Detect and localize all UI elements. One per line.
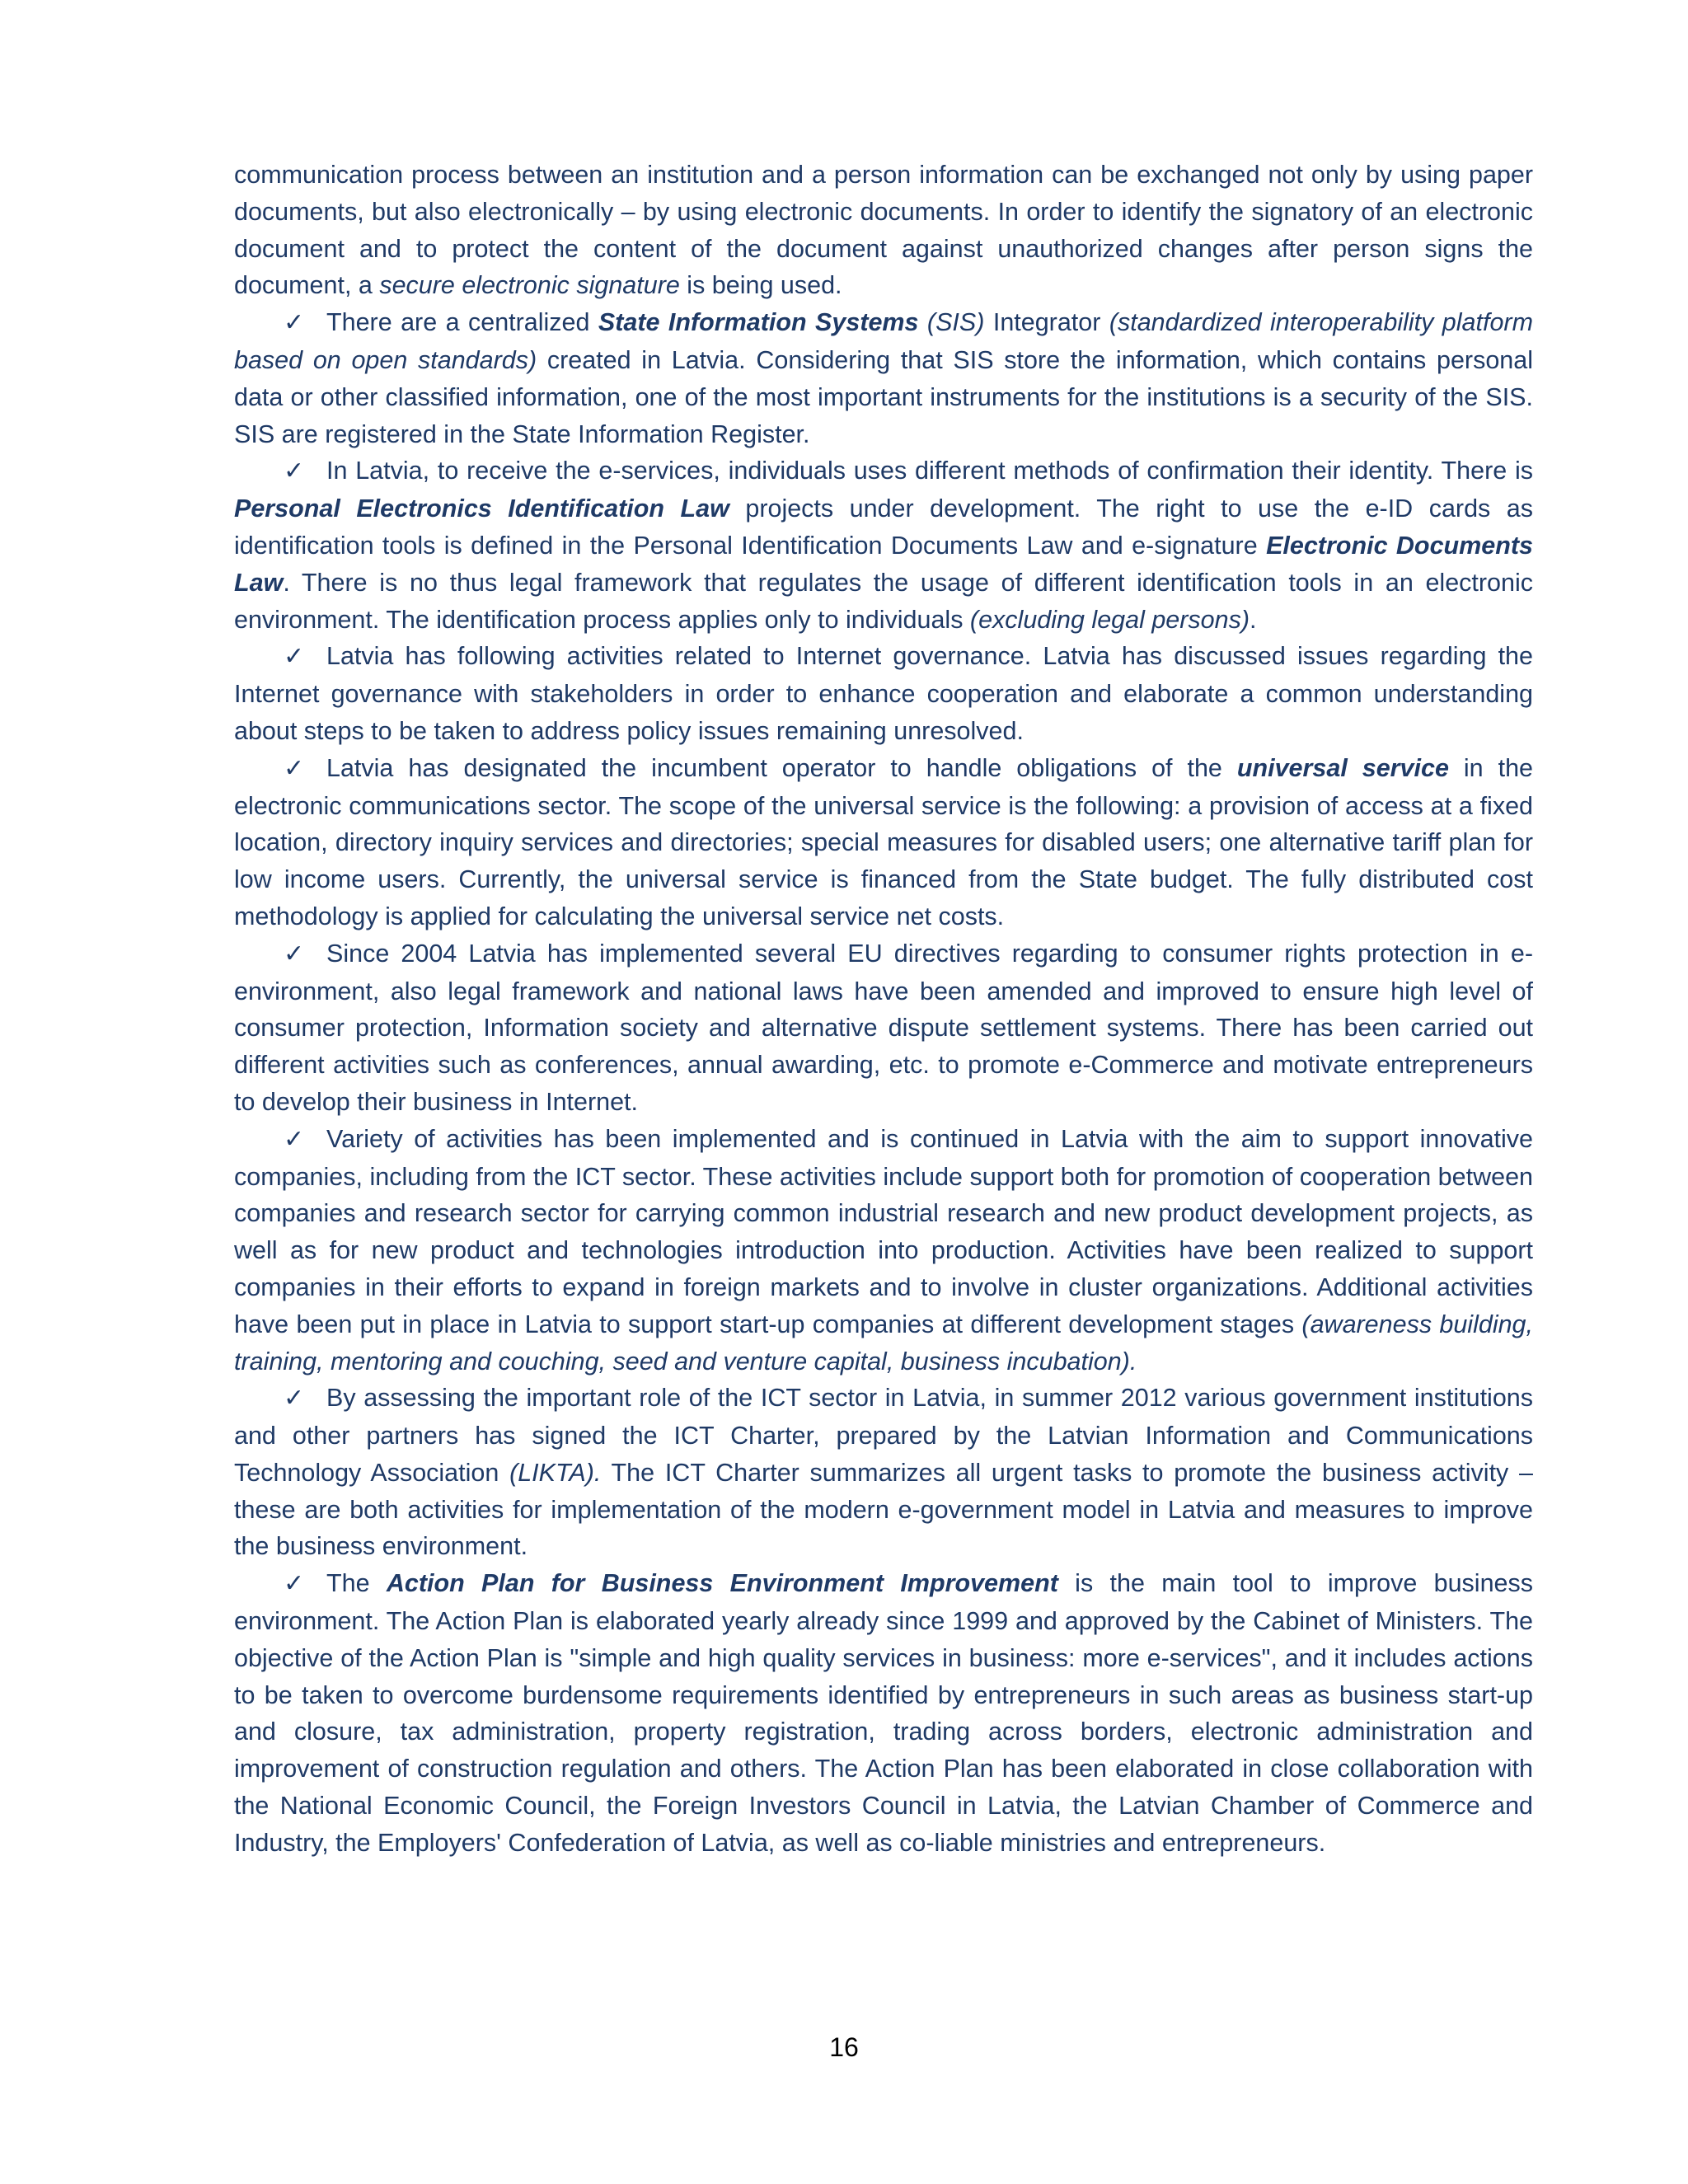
text-run: is the main tool to improve business environment. The Action Plan is elaborated yearly already since 1999 and approved by the Cabinet of Ministers. The objective of the Action Plan is "simple and high quality services in business: more e-services", and it includes actions to be taken to overcome burdensome requirements identified by entrepreneurs in such areas as business start-up and closure, tax administration, property registration, trading across borders, electronic administration and improvement of construction regulation and others. The Action Plan has been elaborated in close collaboration with the National Economic Council, the Foreign Investors Council in Latvia, the Latvian Chamber of Commerce and Industry, the Employers' Confederation of Latvia, as well as co-liable ministries and entrepreneurs. [234,1569,1533,1857]
text-run: communication process between an institution and a person information can be exchanged not only by using paper documents, but also electronically – by using electronic documents. In order to identify the signatory of an electronic document and to protect the content of the document against unauthorized changes after person signs the document, a [234,161,1533,300]
emphasis-text: (standardized interoperability platform based on open standards) [234,308,1533,374]
text-run: in the electronic communications sector. The scope of the universal service is the following: a provision of access at a fixed location, directory inquiry services and directories; special measures for disabled users; one alternative tariff plan for low income users. Currently, the universal service is financed from the State budget. The fully distributed cost methodology is applied for calculating the universal service net costs. [234,753,1533,930]
checkmark-icon: ✓ [284,753,305,783]
bullet-action-plan [234,1565,1533,1861]
checkmark-icon: ✓ [284,642,305,672]
text-run: Variety of activities has been implemented and is continued in Latvia with the aim to support innovative companies, including from the ICT sector. These activities include support both for promotion of cooperation between companies and research sector for carrying common industrial research and new product development projects, as well as for new product and technologies introduction into production. Activities have been realized to support companies in their efforts to expand in foreign markets and to involve in cluster organizations. Additional activities have been put in place in Latvia to support start-up companies at different development stages [234,1124,1533,1338]
bullet-internet-governance [234,638,1533,749]
text-run: . [1250,605,1257,634]
text-run: Since 2004 Latvia has implemented several EU directives regarding to consumer rights protection in e-environment, also legal framework and national laws have been amended and improved to ensure high level of consumer protection, Information society and alternative dispute settlement systems. There has been carried out different activities such as conferences, annual awarding, etc. to promote e-Commerce and motivate entrepreneurs to develop their business in Internet. [234,939,1533,1116]
bold-italic-term: universal service [1236,753,1449,782]
bullet-ict-charter [234,1380,1533,1565]
bold-italic-term: Electronic Documents Law [234,531,1533,597]
bold-italic-term: State Information Systems [598,308,919,337]
emphasis-text: (awareness building, training, mentoring and couching, seed and venture capital, business incubation). [234,1310,1533,1376]
bullet-universal-service [234,750,1533,935]
text-run: The ICT Charter summarizes all urgent tasks to promote the business activity – these are both activities for implementation of the modern e-government model in Latvia and measures to improve the business environment. [234,1458,1533,1561]
checkmark-icon: ✓ [284,308,305,338]
text-run: Latvia has following activities related to Internet governance. Latvia has discussed issues regarding the Internet governance with stakeholders in order to enhance cooperation and elaborate a common understanding about steps to be taken to address policy issues remaining unresolved. [234,642,1533,745]
document-body [234,157,1533,1862]
intro-paragraph [234,157,1533,304]
checkmark-icon: ✓ [284,939,305,968]
text-run: Latvia has designated the incumbent operator to handle obligations of the [326,753,1237,782]
emphasis-text: secure electronic signature [379,271,680,300]
text-run: By assessing the important role of the ICT sector in Latvia, in summer 2012 various government institutions and other partners has signed the ICT Charter, prepared by the Latvian Information and Communications Technology Association [234,1384,1533,1487]
bullet-consumer-protection [234,935,1533,1121]
text-run: created in Latvia. Considering that SIS store the information, which contains personal data or other classified information, one of the most important instruments for the institutions is a security of the SIS. SIS are registered in the State Information Register. [234,345,1533,448]
text-run: The [326,1569,387,1598]
text-run: Integrator [984,308,1109,337]
bold-italic-term: Action Plan for Business Environment Improvement [386,1569,1058,1598]
bullet-sis [234,304,1533,452]
checkmark-icon: ✓ [284,1124,305,1154]
bold-italic-term: Personal Electronics Identification Law [234,494,729,523]
text-run: . There is no thus legal framework that regulates the usage of different identification tools in an electronic environment. The identification process applies only to individuals [234,568,1533,634]
page-number: 16 [829,2032,859,2062]
text-run: is being used. [679,271,842,300]
checkmark-icon: ✓ [284,1384,305,1413]
bullet-innovative-companies [234,1121,1533,1380]
text-run: There are a centralized [326,308,598,337]
emphasis-text: (SIS) [918,308,985,337]
bullet-e-identification [234,452,1533,638]
text-run: projects under development. The right to use the e-ID cards as identification tools is defined in the Personal Identification Documents Law and e-signature [234,494,1534,560]
emphasis-text: (LIKTA). [509,1458,602,1487]
text-run: In Latvia, to receive the e-services, individuals uses different methods of confirmation their identity. There is [326,457,1533,485]
checkmark-icon: ✓ [284,1569,305,1599]
emphasis-text: (excluding legal persons) [969,605,1250,634]
checkmark-icon: ✓ [284,457,305,486]
